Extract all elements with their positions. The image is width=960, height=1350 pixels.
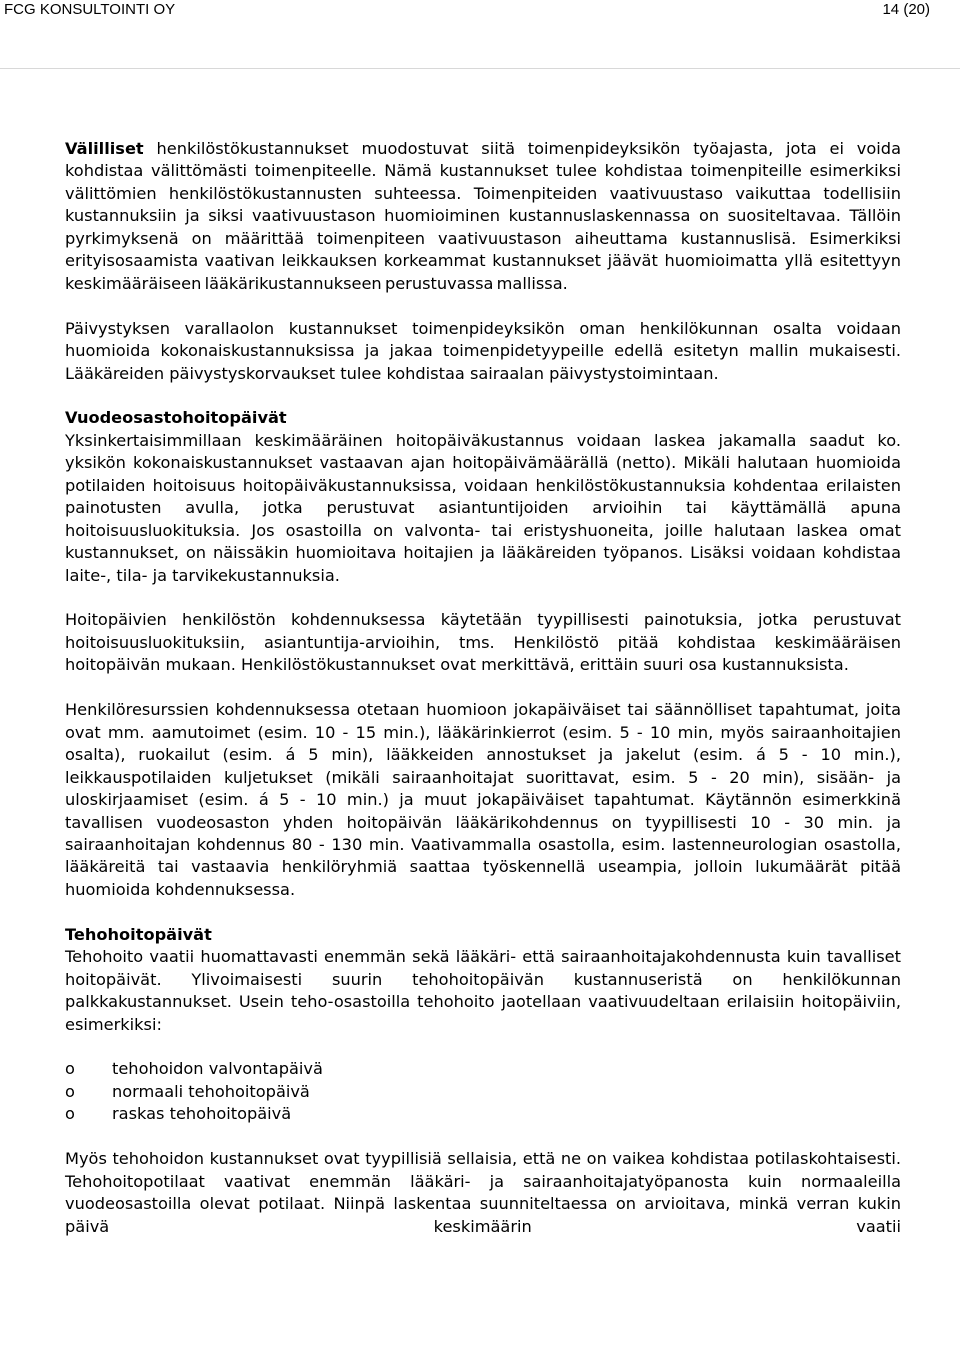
bullet-circle-icon: o [65, 1059, 75, 1079]
paragraph-indirect-costs [65, 138, 901, 295]
paragraph-indirect-costs-text: henkilöstökustannukset muodostuvat siitä toimenpideyksikön työajasta, jota ei voida kohdistaa välittömästi toimenpiteelle. Nämä kustannukset tulee kohdistaa toimenpiteille esimerkiksi välittömien henkilöstökustannusten suhteessa. Toimenpiteiden vaativuustaso vaikuttaa todellisiin kustannuksiin ja siksi vaativuustason huomioiminen kustannuslaskennassa on suositeltavaa. Tällöin pyrkimyksenä on määrittää toimenpiteen vaativuustason aiheuttama kustannuslisä. Esimerkiksi erityisosaamista vaativan leikkauksen korkeammat kustannukset jäävät huomioimatta yllä esitettyyn keskimääräiseen lääkärikustannukseen perustuvassa mallissa. [65, 139, 901, 293]
company-name: FCG KONSULTOINTI OY [4, 1, 176, 18]
list-item-text: raskas tehohoitopäivä [112, 1104, 292, 1124]
paragraph-staff-allocation: Hoitopäivien henkilöstön kohdennuksessa käytetään tyypillisesti painotuksia, jotka perustuvat hoitoisuusluokituksiin, asiantuntija-arvioihin, tms. Henkilöstö pitää kohdistaa keskimääräisen hoitopäivän mukaan. Henkilöstökustannukset ovat merkittävä, erittäin suuri osa kustannuksista. [65, 610, 901, 675]
list-item-text: tehohoidon valvontapäivä [112, 1059, 323, 1079]
heading-intensive-care-days: Tehohoitopäivät [65, 924, 212, 944]
page-number: 14 (20) [882, 1, 930, 18]
list-item [65, 1081, 901, 1103]
list-item [65, 1103, 901, 1125]
care-day-types-list [65, 1058, 901, 1125]
document-body [65, 138, 901, 1238]
paragraph-on-call-costs: Päivystyksen varallaolon kustannukset toimenpideyksikön oman henkilökunnan osalta voidaan huomioida kokonaiskustannuksissa ja jakaa toimenpidetyypeille edellä esitetyn mallin mukaisesti. Lääkäreiden päivystyskorvaukset tulee kohdistaa sairaalan päivystystoimintaan. [65, 318, 901, 383]
list-item-text: normaali tehohoitopäivä [112, 1081, 310, 1101]
header-rule [0, 68, 960, 69]
bullet-circle-icon: o [65, 1081, 75, 1101]
bullet-circle-icon: o [65, 1104, 75, 1124]
term-valilliset: Välilliset [65, 139, 144, 158]
paragraph-intensive-care: Tehohoito vaatii huomattavasti enemmän sekä lääkäri- että sairaanhoitajakohdennusta kuin tavalliset hoitopäivät. Ylivoimaisesti suurin tehohoitopäivän kustannuseristä on henkilökunnan palkkakustannukset. Usein teho-osastoilla tehohoito jaotellaan vaativuudeltaan erilaisiin hoitopäiviin, esimerkiksi: [65, 947, 901, 1034]
heading-ward-care-days: Vuodeosastohoitopäivät [65, 408, 287, 428]
list-item [65, 1058, 901, 1080]
paragraph-resource-allocation: Henkilöresurssien kohdennuksessa otetaan huomioon jokapäiväiset tai säännölliset tapahtumat, joita ovat mm. aamutoimet (esim. 10 - 15 min.), lääkärinkierrot (esim. 5 - 10 min, myös sairaanhoitajien osalta), ruokailut (esim. á 5 min), lääkkeiden annostukset ja jakelut (esim. á 5 - 10 min.), leikkauspotilaiden kuljetukset (mikäli sairaanhoitajat suorittavat, esim. 5 - 20 min), sisään- ja uloskirjaamiset (esim. á 5 - 10 min.) ja muut jokapäiväiset tapahtumat. Käytännön esimerkkinä tavallisen vuodeosaston yhden hoitopäivän lääkärikohdennus on tyypillisesti 10 - 30 min. ja sairaanhoitajan kohdennus 80 - 130 min. Vaativammalla osastolla, esim. lastenneurologian osastolla, lääkäreitä tai vastaavia henkilöryhmiä saattaa työskennellä useampia, jolloin lukumäärät pitää huomioida kohdennuksessa. [65, 700, 901, 899]
paragraph-intensive-care-costs: Myös tehohoidon kustannukset ovat tyypillisiä sellaisia, että ne on vaikea kohdistaa potilaskohtaisesti. Tehohoitopotilaat vaativat enemmän lääkäri- ja sairaanhoitajatyöpanosta kuin normaaleilla vuodeosastoilla olevat potilaat. Niinpä laskentaa suunniteltaessa on arvioitava, minkä verran kukin päivä keskimäärin vaatii [65, 1149, 901, 1236]
page-header [0, 0, 960, 72]
paragraph-ward-care-days: Yksinkertaisimmillaan keskimääräinen hoitopäiväkustannus voidaan laskea jakamalla saadut ko. yksikön kokonaiskustannukset vastaavan ajan hoitopäivämäärällä (netto). Mikäli halutaan huomioida potilaiden hoitoisuus hoitopäiväkustannuksissa, voidaan henkilöstökustannuksia kohdentaa erilaisten painotusten avulla, jotka perustuvat asiantuntijoiden arvioihin tai käyttämällä apuna hoitoisuusluokituksia. Jos osastoilla on valvonta- tai eristyshuoneita, joille halutaan laskea omat kustannukset, on näissäkin huomioitava hoitajien ja lääkäreiden työpanos. Lisäksi voidaan kohdistaa laite-, tila- ja tarvikekustannuksia. [65, 430, 901, 585]
